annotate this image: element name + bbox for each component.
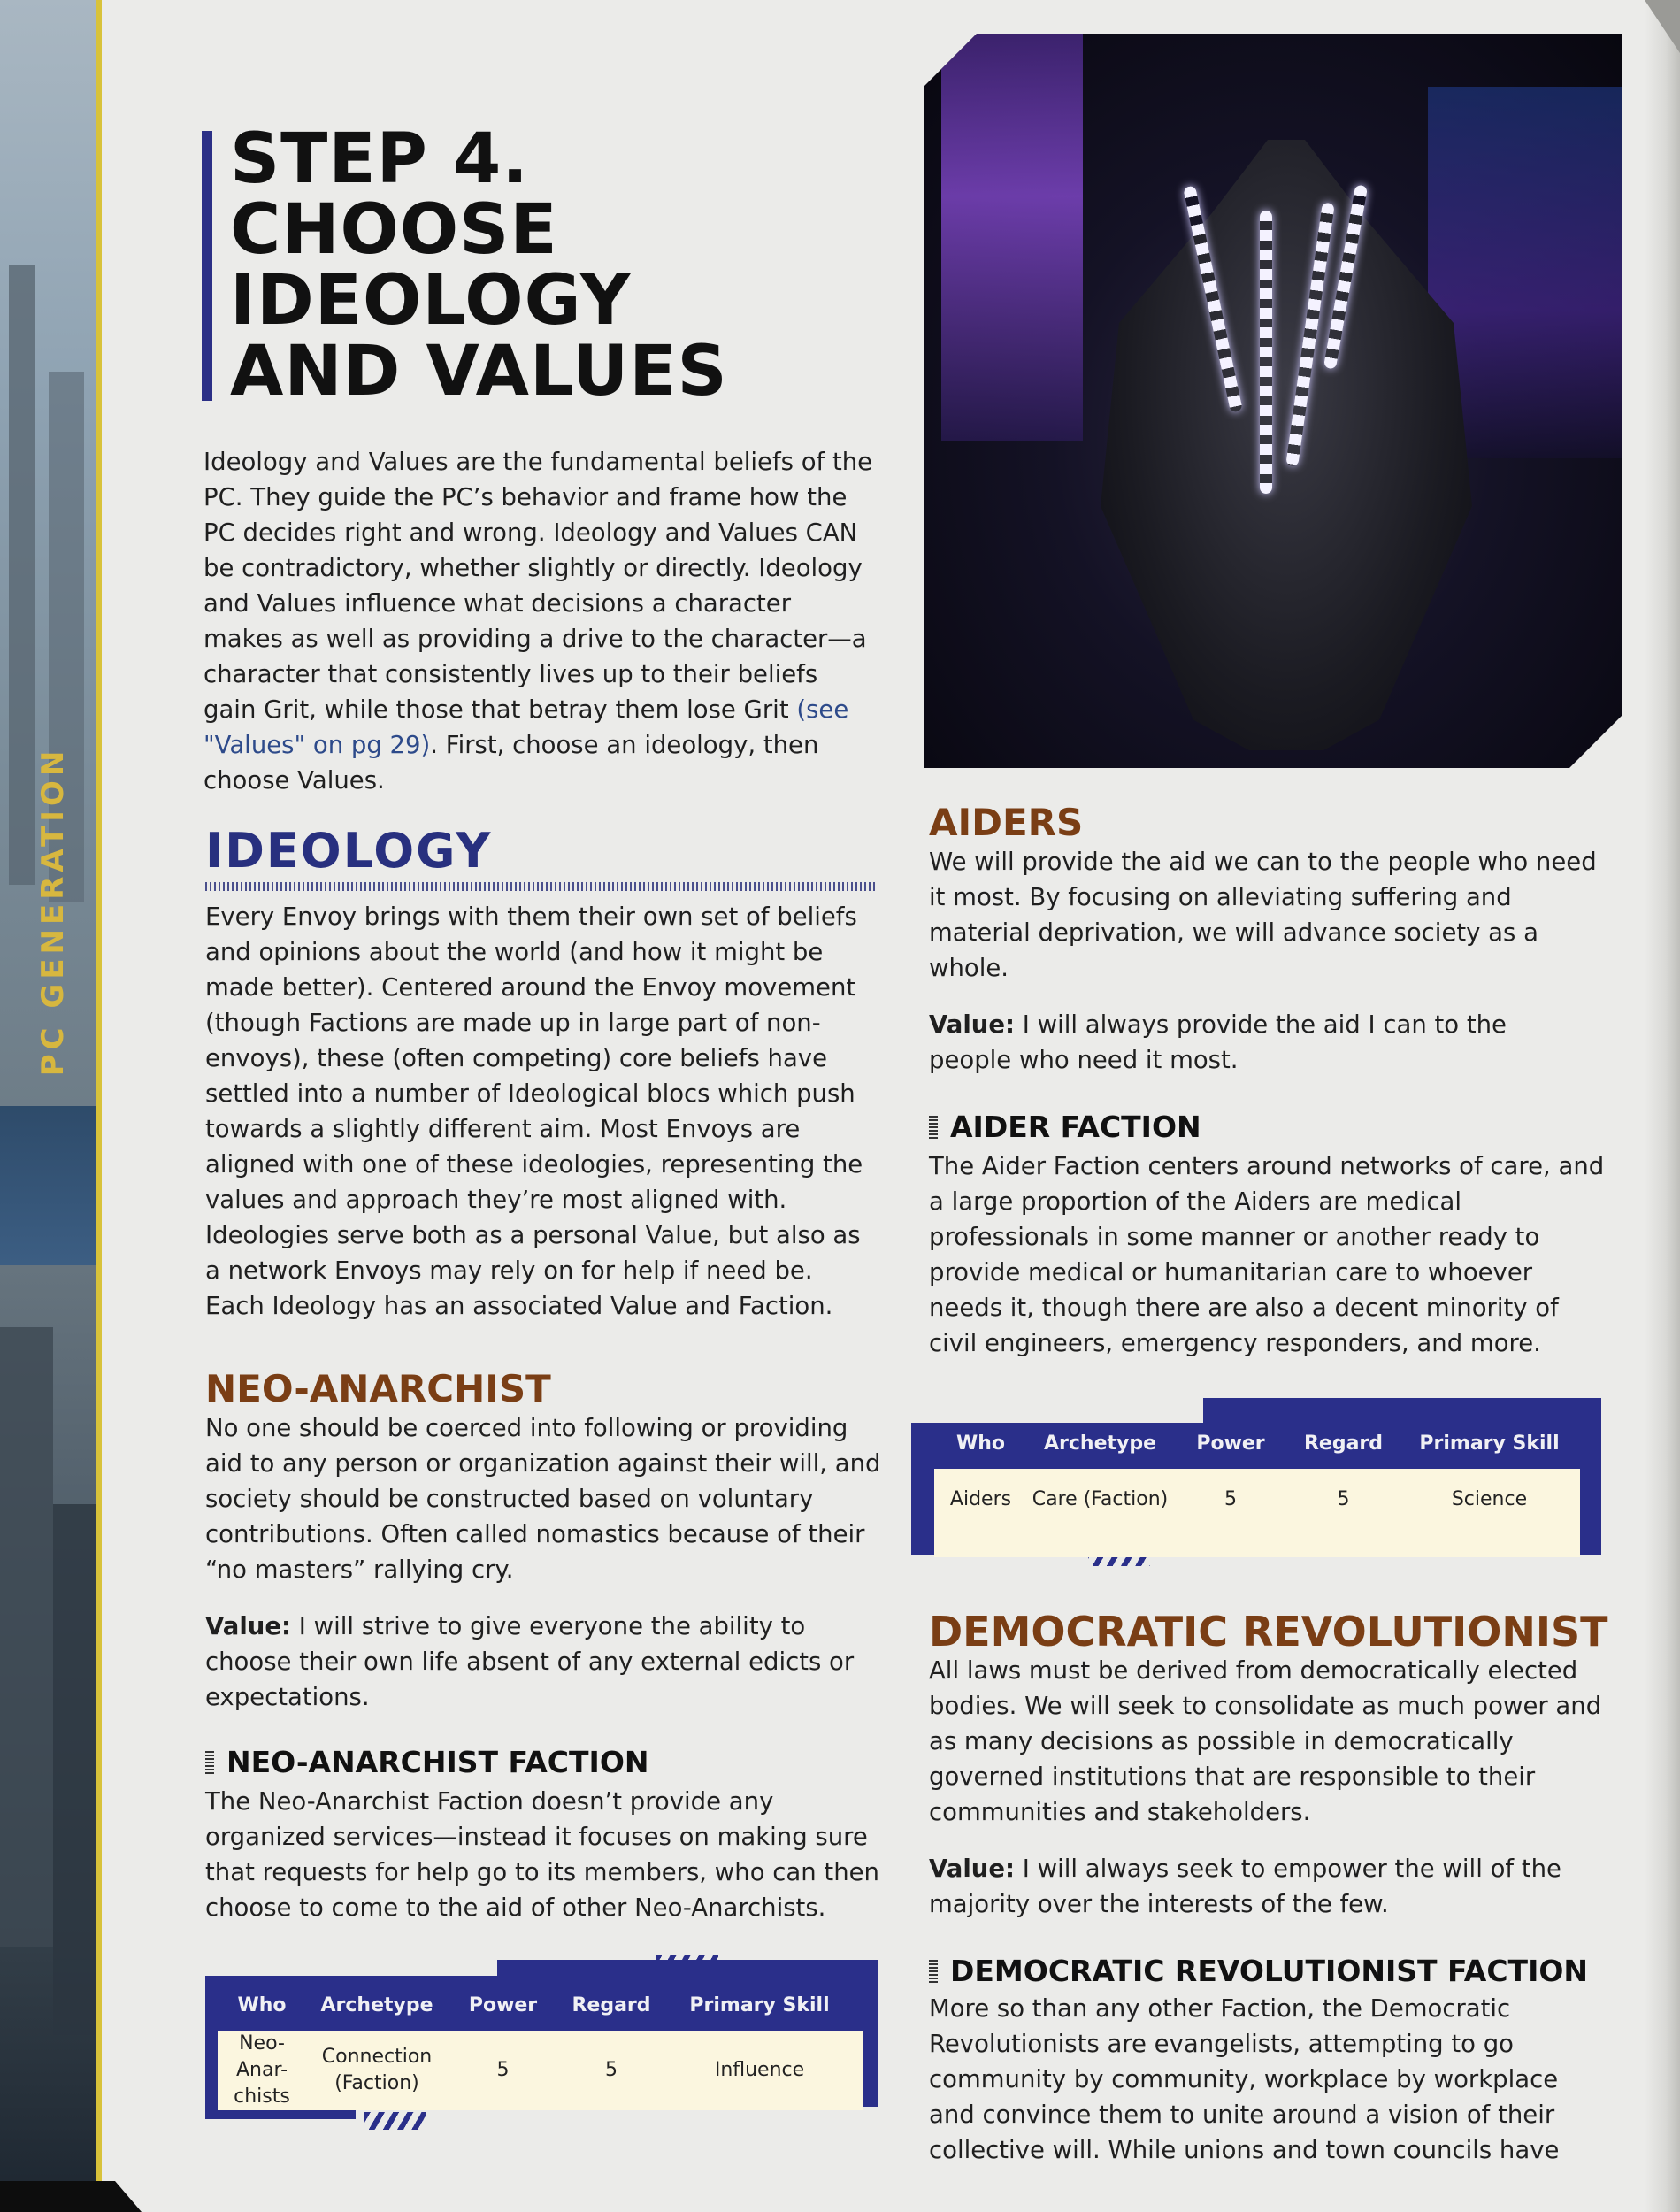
cell-primary-skill: Science bbox=[1451, 1488, 1528, 1510]
cell-regard: 5 bbox=[605, 2059, 618, 2081]
neo-anarchist-heading: NEO-ANARCHIST bbox=[205, 1367, 551, 1410]
col-header-regard: Regard bbox=[1303, 1432, 1384, 1455]
bullet-mark bbox=[929, 1116, 938, 1139]
democratic-revolutionist-paragraph: All laws must be derived from democratically elected bodies. We will seek to consolidate as much power and as many decisions as possible in democratically governed institutions that are responsible to their communities and stakeholders. bbox=[929, 1656, 1602, 1826]
aiders-value: Value: I will always provide the aid I can to the people who need it most. bbox=[929, 1010, 1507, 1074]
neo-anarchist-table bbox=[205, 1960, 878, 2137]
aiders-paragraph: We will provide the aid we can to the people who need it most. By focusing on alleviating suffering and material deprivation, we will advance society as a whole. bbox=[929, 848, 1597, 982]
ideology-paragraph: Every Envoy brings with them their own set of beliefs and opinions about the world (and how it might be made better). Centered around the Envoy movement (though Factions are made up in large part of non-envoys), these (often competing) core beliefs have settled into a number of Ideological blocs which push towards a slightly different aim. Most Envoys are aligned with one of these ideologies, representing the values and approach they’re most aligned with. Ideologies serve both as a personal Value, but also as a network Envoys may rely on for help if need be. Each Ideology has an associated Value and Faction. bbox=[205, 902, 863, 1320]
col-header-primary-skill: Primary Skill bbox=[1419, 1432, 1560, 1455]
col-header-archetype: Archetype bbox=[1043, 1432, 1157, 1455]
cell-archetype: Care (Faction) bbox=[1032, 1488, 1169, 1510]
cell-power: 5 bbox=[496, 2059, 510, 2081]
col-header-who: Who bbox=[955, 1432, 1006, 1455]
cell-regard: 5 bbox=[1337, 1488, 1350, 1510]
col-header-who: Who bbox=[237, 1994, 287, 2016]
democratic-revolutionist-faction-paragraph: More so than any other Faction, the Democratic Revolutionists are evangelists, attempting to go community by community, workplace by workplace and convince them to unite around a vision of their collective will. While unions and town councils have bbox=[929, 1994, 1560, 2164]
title-accent-bar bbox=[202, 131, 212, 401]
intro-paragraph: Ideology and Values are the fundamental beliefs of the PC. They guide the PC’s behavior and frame how the PC decides right and wrong. Ideology and Values CAN be contradictory, whether slightly or directly. Ideology and Values influence what decisions a character makes as well as providing a drive to the character—a character that consistently lives up to their beliefs gain Grit, while those that betray them lose Grit (see "Values" on pg 29). First, choose an ideology, then choose Values. bbox=[203, 448, 873, 795]
cell-power: 5 bbox=[1224, 1488, 1237, 1510]
bullet-mark bbox=[929, 1960, 938, 1983]
col-header-power: Power bbox=[1196, 1432, 1265, 1455]
democratic-revolutionist-value: Value: I will always seek to empower the will of the majority over the interests of the few. bbox=[929, 1855, 1561, 1918]
ideology-heading: IDEOLOGY bbox=[205, 823, 493, 879]
table-row bbox=[934, 1476, 1580, 1524]
hooded-figure-illustration bbox=[924, 34, 1622, 768]
corner-tab bbox=[0, 2181, 142, 2212]
page-title: STEP 4. CHOOSE IDEOLOGY AND VALUES bbox=[230, 119, 728, 411]
col-header-primary-skill: Primary Skill bbox=[689, 1994, 830, 2016]
cell-who: Neo-Anar- chists bbox=[234, 2032, 290, 2108]
aiders-heading: AIDERS bbox=[929, 801, 1084, 844]
sidebar-art bbox=[0, 0, 102, 2212]
cell-primary-skill: Influence bbox=[714, 2059, 805, 2081]
col-header-archetype: Archetype bbox=[320, 1994, 433, 2016]
neo-anarchist-faction-heading: NEO-ANARCHIST FACTION bbox=[205, 1745, 649, 1780]
sidebar-chapter-label: PC GENERATION bbox=[35, 746, 71, 1077]
page-edge bbox=[1645, 0, 1680, 2212]
aider-faction-heading: AIDER FACTION bbox=[929, 1110, 1201, 1145]
aider-faction-paragraph: The Aider Faction centers around networks of care, and a large proportion of the Aiders are medical professionals in some manner or another ready to provide medical or humanitarian care to whoever needs it, though there are also a decent minority of civil engineers, emergency responders, and more. bbox=[929, 1152, 1605, 1357]
neo-anarchist-paragraph: No one should be coerced into following or providing aid to any person or organization against their will, and society should be constructed based on voluntary contributions. Often called nomastics because of their “no masters” rallying cry. bbox=[205, 1414, 881, 1584]
col-header-regard: Regard bbox=[572, 1994, 651, 2016]
values-page-link[interactable]: (see "Values" on pg 29) bbox=[203, 695, 849, 759]
col-header-power: Power bbox=[468, 1994, 538, 2016]
neo-anarchist-faction-paragraph: The Neo-Anarchist Faction doesn’t provide any organized services—instead it focuses on making sure that requests for help go to its members, who can then choose to come to the aid of other Neo-Anarchists. bbox=[205, 1787, 879, 1922]
democratic-revolutionist-heading: DEMOCRATIC REVOLUTIONIST bbox=[929, 1608, 1608, 1655]
neo-anarchist-value: Value: I will strive to give everyone the ability to choose their own life absent of any external edicts or expectations. bbox=[205, 1612, 855, 1711]
democratic-revolutionist-faction-heading: DEMOCRATIC REVOLUTIONIST FACTION bbox=[929, 1954, 1588, 1989]
heading-rule bbox=[205, 882, 878, 891]
bullet-mark bbox=[205, 1751, 214, 1774]
table-row bbox=[218, 2032, 863, 2108]
cell-who: Aiders bbox=[949, 1488, 1012, 1510]
cell-archetype: Connection (Faction) bbox=[321, 2046, 433, 2094]
aiders-table bbox=[911, 1398, 1601, 1575]
